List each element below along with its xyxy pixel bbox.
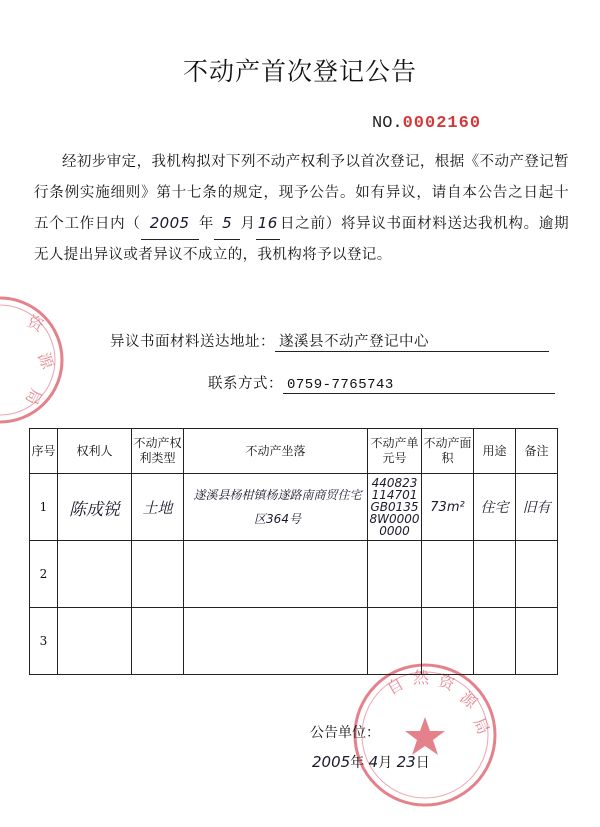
- table-header-row: [30, 429, 558, 474]
- row-right-type: [132, 541, 184, 608]
- day-label: 日之前）: [279, 216, 341, 232]
- row-area: [422, 608, 474, 675]
- address-label: 异议书面材料送达地址：: [110, 334, 275, 350]
- svg-text:自: 自: [383, 674, 407, 699]
- table-row: [30, 474, 558, 541]
- row-location: 遂溪县杨柑镇杨遂路南商贸住宅区364号: [184, 474, 368, 541]
- row-remark: [516, 608, 558, 675]
- table-row: [30, 608, 558, 675]
- contact-value: 0759-7765743: [283, 377, 555, 394]
- year-label: 年: [198, 216, 215, 232]
- header-remark: 备注: [516, 429, 558, 474]
- objection-address: [110, 330, 549, 352]
- deadline-year: 2005: [141, 208, 199, 240]
- row-area: [422, 541, 474, 608]
- svg-text:资: 资: [24, 311, 47, 336]
- svg-text:源: 源: [456, 687, 481, 713]
- deadline-month: 5: [214, 208, 240, 240]
- row-usage: 住宅: [474, 474, 516, 541]
- row-remark: [516, 541, 558, 608]
- registration-table: [29, 428, 558, 675]
- svg-text:局: 局: [469, 714, 494, 738]
- row-right-type: [132, 608, 184, 675]
- serial-prefix: NO.: [372, 114, 403, 133]
- announcement-body: [34, 147, 569, 270]
- body-part1: 经初步审定，我机构拟对下列不动产权利予以首次登记，根据《不动产登记暂行条例实施细则》第十七条的规定，现予公告。如有异议，请自本公告之日起十五个工作日内（: [34, 154, 569, 232]
- row-area: 73m²: [422, 474, 474, 541]
- row-unit-no: 440823114701GB01358W00000000: [368, 474, 422, 541]
- announcement-date: [312, 752, 430, 772]
- row-no: 1: [30, 474, 58, 541]
- serial-value: 0002160: [402, 114, 482, 133]
- svg-text:然: 然: [413, 668, 430, 687]
- date-year-label: 年: [350, 755, 365, 771]
- svg-text:局: 局: [21, 385, 46, 408]
- left-seal-stamp: [0, 285, 80, 435]
- contact-info: [208, 372, 555, 394]
- contact-label: 联系方式：: [208, 376, 283, 392]
- address-value: 遂溪县不动产登记中心: [275, 330, 549, 352]
- table-row: [30, 541, 558, 608]
- row-owner: 陈成锐: [58, 474, 132, 541]
- header-unit-no: 不动产单元号: [368, 429, 422, 474]
- issuer-label: 公告单位：: [310, 725, 380, 741]
- header-no: 序号: [30, 429, 58, 474]
- page-title: 不动产首次登记公告: [182, 57, 417, 86]
- header-owner: 权利人: [58, 429, 132, 474]
- date-month-label: 月: [378, 755, 393, 771]
- row-right-type: 土地: [132, 474, 184, 541]
- row-no: 2: [30, 541, 58, 608]
- date-day: 23: [396, 753, 416, 771]
- body-part2: 将异议书面材料送达我机构。逾期无人提出异议或者异议不成立的，我机构将予以登记。: [34, 216, 569, 263]
- row-no: 3: [30, 608, 58, 675]
- svg-text:源: 源: [34, 349, 58, 372]
- row-unit-no: [368, 608, 422, 675]
- deadline-day: 16: [256, 208, 280, 240]
- date-month: 4: [368, 753, 379, 771]
- date-day-label: 日: [415, 755, 430, 771]
- row-unit-no: [368, 541, 422, 608]
- row-usage: [474, 608, 516, 675]
- row-owner: [58, 541, 132, 608]
- row-location: [184, 608, 368, 675]
- row-location: [184, 541, 368, 608]
- svg-text:资: 资: [435, 670, 458, 695]
- header-area: 不动产面积: [422, 429, 474, 474]
- date-year: 2005: [312, 753, 351, 771]
- row-owner: [58, 608, 132, 675]
- serial-number: [372, 114, 481, 133]
- month-label: 月: [240, 216, 256, 232]
- header-location: 不动产坐落: [184, 429, 368, 474]
- row-remark: 旧有: [516, 474, 558, 541]
- header-right-type: 不动产权利类型: [132, 429, 184, 474]
- header-usage: 用途: [474, 429, 516, 474]
- row-usage: [474, 541, 516, 608]
